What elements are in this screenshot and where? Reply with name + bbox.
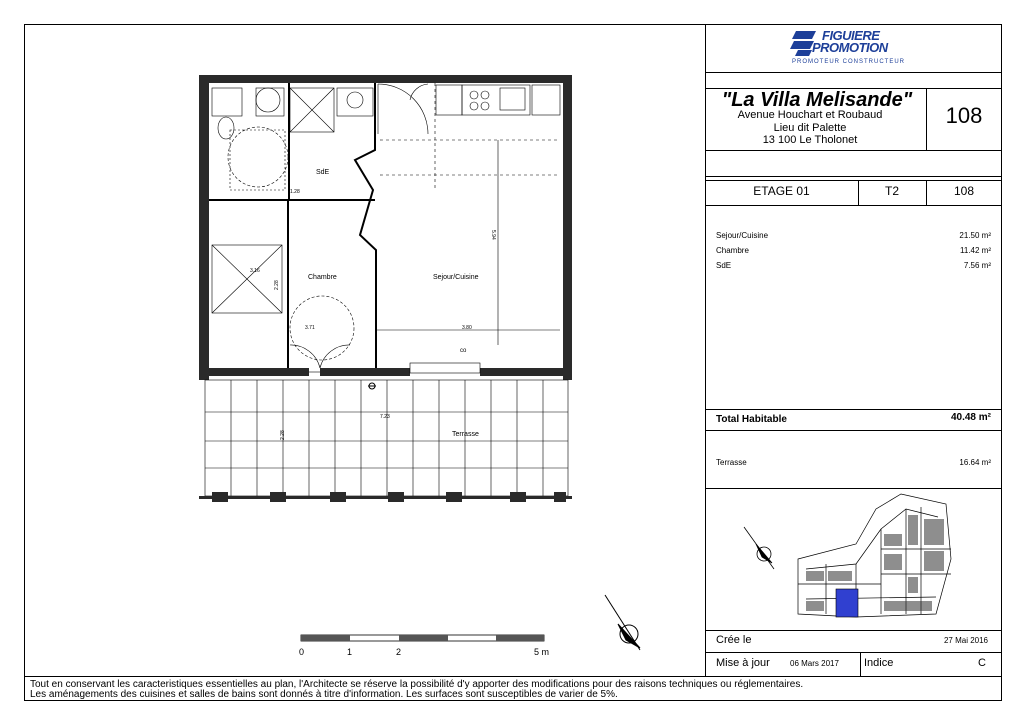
scale-label: 5 m [534, 647, 550, 657]
current-lot-highlight [836, 589, 858, 617]
scale-label: 1 [347, 647, 353, 657]
room-label-chambre: Chambre [308, 274, 337, 281]
table-line [705, 205, 1002, 206]
building-key-plan [706, 489, 1001, 629]
room-label-sejour: Sejour/Cuisine [433, 274, 479, 281]
room-label-terrasse: Terrasse [452, 431, 479, 438]
area-value: 21.50 m² [959, 231, 991, 240]
area-row [716, 261, 991, 273]
brand-logo [790, 27, 915, 72]
apartment-type: T2 [884, 184, 899, 198]
footer-divider [24, 676, 1002, 677]
created-label: Crée le [716, 634, 752, 646]
table-line [705, 180, 1002, 181]
dimension-label: 5.94 [490, 230, 496, 240]
project-address-line2: Lieu dit Palette [773, 122, 847, 134]
area-value: 7.56 m² [963, 261, 991, 270]
area-name: Sejour/Cuisine [716, 231, 769, 240]
table-line [705, 652, 1002, 653]
table-line [705, 150, 1002, 151]
closet-label: co [460, 348, 467, 354]
lot-number: 108 [945, 103, 983, 128]
terrace-value: 16.64 m² [959, 458, 991, 467]
lot-number-small: 108 [953, 184, 975, 198]
floor-label: ETAGE 01 [753, 184, 810, 198]
index-value: C [978, 657, 986, 669]
dimension-label: 2.28 [280, 430, 286, 440]
scale-label: 2 [396, 647, 402, 657]
created-date: 27 Mai 2016 [943, 636, 988, 645]
total-value: 40.48 m² [950, 412, 991, 423]
dimension-label: 3.80 [462, 325, 472, 331]
area-row [716, 231, 991, 243]
room-label-sde: SdE [316, 169, 330, 176]
index-label: Indice [864, 657, 894, 669]
table-line [705, 430, 1002, 431]
dimension-label: 3.71 [305, 325, 315, 331]
terrace-label: Terrasse [716, 458, 747, 467]
updated-date: 06 Mars 2017 [790, 659, 839, 668]
project-name: "La Villa Melisande" [721, 89, 913, 111]
disclaimer-line1: Tout en conservant les caracteristiques essentielles au plan, l'Architecte se réserve la possibilité d'y apporter des modifications pour des raisons techniques ou réglementaires. [30, 679, 804, 690]
scale-label: 0 [299, 647, 305, 657]
project-address-line1: Avenue Houchart et Roubaud [737, 109, 883, 121]
scale-bar [299, 635, 549, 657]
total-label: Total Habitable [716, 414, 787, 425]
table-line [860, 652, 861, 676]
area-name: SdE [716, 261, 732, 270]
project-address-line3: 13 100 Le Tholonet [762, 134, 858, 146]
key-plan-north-icon [744, 527, 774, 569]
area-name: Chambre [716, 246, 749, 255]
dimension-label: 3.16 [250, 268, 260, 274]
table-line [705, 72, 1002, 73]
table-line [705, 176, 1002, 177]
dimension-label: 7.23 [380, 414, 390, 420]
area-row [716, 246, 991, 258]
brand-name-line2: PROMOTION [812, 40, 888, 55]
area-value: 11.42 m² [960, 246, 991, 255]
brand-tagline: PROMOTEUR CONSTRUCTEUR [792, 59, 905, 65]
table-line [705, 409, 1002, 410]
dimension-label: 2.28 [274, 280, 280, 290]
north-arrow-icon [605, 595, 640, 650]
dimension-label: 1.28 [290, 189, 300, 195]
updated-label: Mise à jour [716, 657, 770, 669]
table-line [705, 630, 1002, 631]
brand-name-line1: FIGUIERE [822, 28, 880, 43]
disclaimer-line2: Les aménagements des cuisines et salles de bains sont donnés à titre d'information. Les surfaces sont susceptibles de varier de 5%. [30, 689, 618, 700]
